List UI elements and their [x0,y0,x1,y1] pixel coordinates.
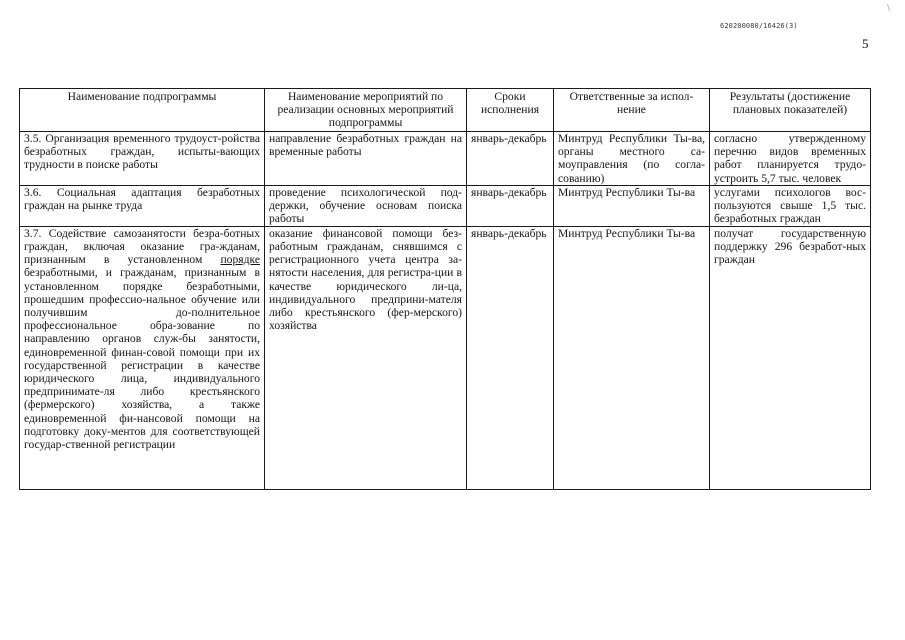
table-row [20,185,871,226]
header-measures: Наименование мероприятий по реализации основных мероприятий подпрограммы [265,89,467,132]
table-header-row [20,89,871,132]
row-3-6-responsible: Минтруд Республики Ты-ва [554,185,710,226]
subprogram-table [19,88,871,490]
header-results: Результаты (достижение плановых показателей) [710,89,871,132]
row-3-7-results: получат государственную поддержку 296 безработ-ных граждан [710,226,871,489]
row-3-5-responsible: Минтруд Республики Ты-ва, органы местного са-моуправления (по согла-сованию) [554,132,710,186]
row-3-7-responsible: Минтруд Республики Ты-ва [554,226,710,489]
poryadke-link[interactable]: порядке [220,253,260,267]
row-3-5-results: согласно утвержденному перечню видов временных работ планируется трудо-устроить 5,7 тыс. человек [710,132,871,186]
document-id: 620200080/16426(3) [720,22,798,30]
row-3-7-subprogram-post: безработными, и гражданам, признанным в установленном порядке безработными, прошедшим профессио-нальное обучение или получившим до-полнительное профессиональное обра-зование по направлению органов служ-бы занятости, единовременной финан-совой помощи при их государственной регистрации в качестве юридического лица, индивидуального предпринимате-ля либо крестьянского (фермерского) хозяйства, а также единовременной фи-нансовой помощи на подготовку доку-ментов для соответствующей государ-ственной регистрации [24,266,260,452]
row-3-5-deadlines: январь-декабрь [467,132,554,186]
row-3-6-measures: проведение психологической под-держки, обучение основам поиска работы [265,185,467,226]
row-3-7-subprogram-pre: 3.7. Содействие самозанятости безра-ботных граждан, включая оказание гра-жданам, признанным в установленном [24,226,260,267]
row-3-6-results: услугами психологов вос-пользуются свыше 1,5 тыс. безработных граждан [710,185,871,226]
table-row [20,132,871,186]
row-3-5-measures: направление безработных граждан на временные работы [265,132,467,186]
table-row [20,226,871,489]
header-deadlines: Сроки исполнения [467,89,554,132]
corner-mark [887,4,890,11]
row-3-7-measures: оказание финансовой помощи без-работным гражданам, снявшимся с регистрационного учета центра за-нятости населения, для регистра-ции в качестве юридического ли-ца, индивидуального предприни-мателя либо крестьянского (фер-мерского) хозяйства [265,226,467,489]
row-3-7-deadlines: январь-декабрь [467,226,554,489]
row-3-6-deadlines: январь-декабрь [467,185,554,226]
page-number: 5 [862,36,869,51]
row-3-6-subprogram: 3.6. Социальная адаптация безработных граждан на рынке труда [20,185,265,226]
header-subprogram: Наименование подпрограммы [20,89,265,132]
row-3-5-subprogram: 3.5. Организация временного трудоуст-ройства безработных граждан, испыты-вающих трудности в поиске работы [20,132,265,186]
header-responsible: Ответственные за испол-нение [554,89,710,132]
row-3-7-subprogram [20,226,265,489]
